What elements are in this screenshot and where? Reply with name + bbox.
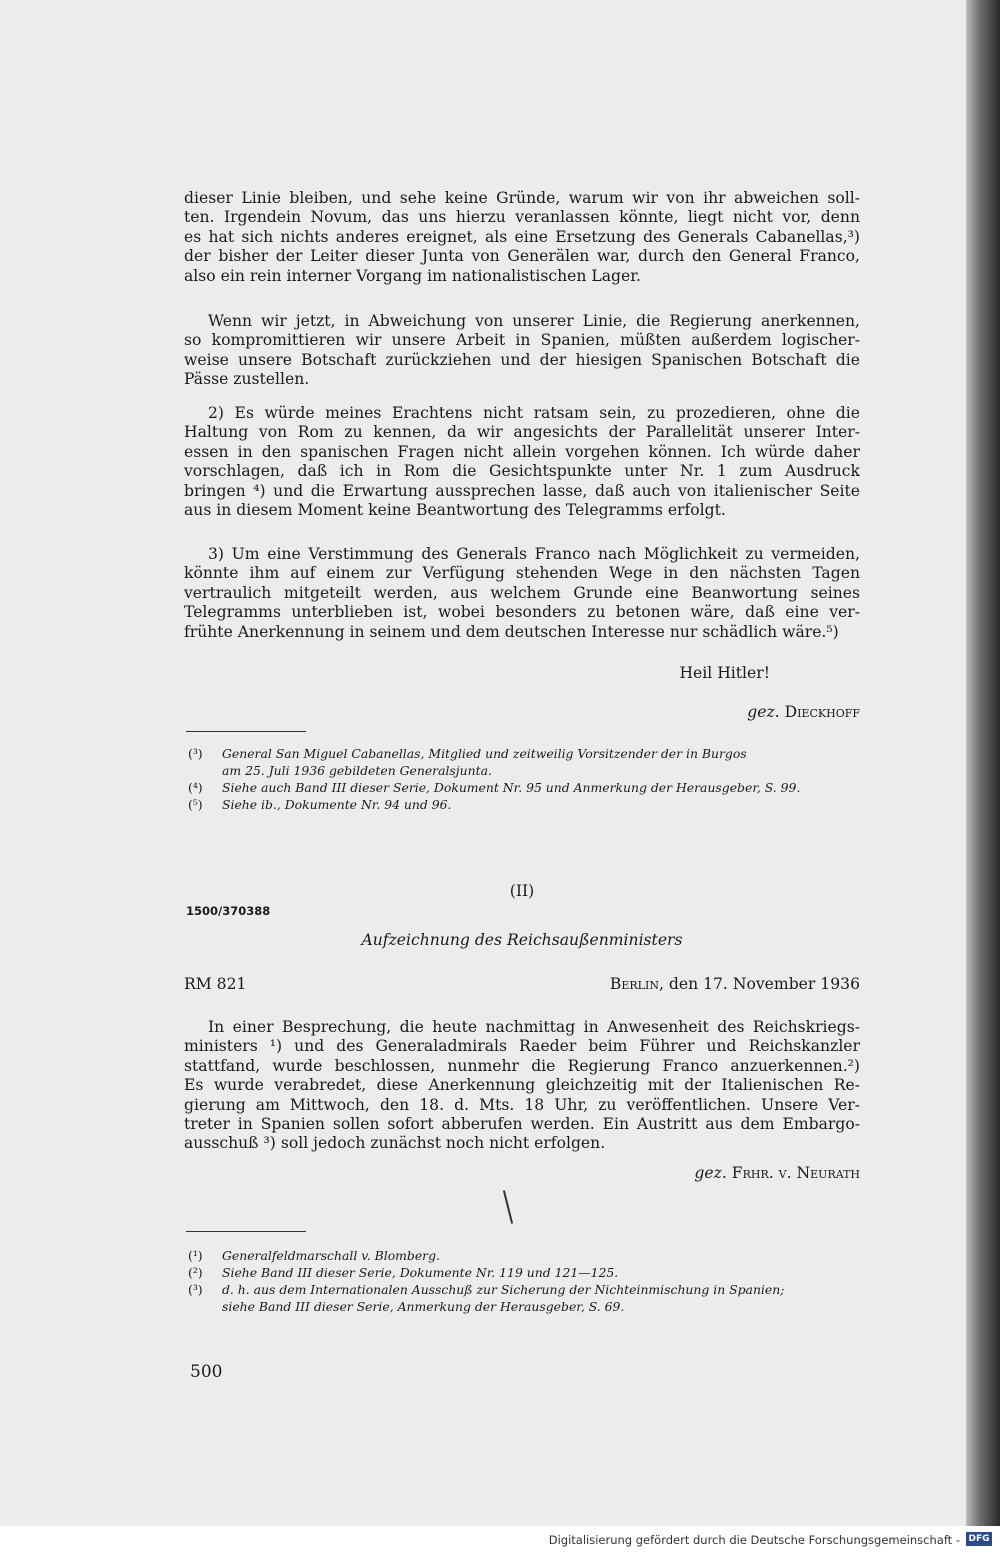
pen-mark [503, 1190, 513, 1223]
paragraph-point-2 [184, 404, 860, 520]
reference-number: RM 821 [184, 975, 247, 993]
footnote-text: Siehe Band III dieser Serie, Dokumente Nr. 119 und 121—125. [222, 1265, 619, 1280]
text-line: Wenn wir jetzt, in Abweichung von unserer Linie, die Regierung anerkennen, [208, 312, 860, 330]
footnote-5 [188, 796, 868, 813]
text-line: Telegramms unterblieben ist, wobei besonders zu betonen wäre, daß eine ver- [184, 603, 860, 622]
closing-block [184, 664, 860, 683]
paragraph-point-3 [184, 545, 860, 642]
text-line: essen in den spanischen Fragen nicht allein vorgehen können. Ich würde daher [184, 442, 860, 461]
text-line: 2) Es würde meines Erachtens nicht ratsam sein, zu prozedieren, ohne die [208, 404, 860, 422]
text-line: aus in diesem Moment keine Beantwortung des Telegramms erfolgt. [184, 501, 726, 520]
text-line: dieser Linie bleiben, und sehe keine Gründe, warum wir von ihr abweichen soll- [184, 189, 860, 207]
text-line: vorschlagen, daß ich in Rom die Gesichtspunkte unter Nr. 1 zum Ausdruck [184, 462, 860, 481]
paragraph-memo [184, 1018, 860, 1154]
footnote-3b [188, 1281, 868, 1298]
text-line: weise unsere Botschaft zurückziehen und der hiesigen Spanischen Botschaft die [184, 350, 860, 369]
footnote-number: (⁵) [188, 797, 203, 812]
text-line: stattfand, wurde beschlossen, nunmehr die Regierung Franco anzuerkennen.²) [184, 1056, 860, 1075]
text-line: In einer Besprechung, die heute nachmittag in Anwesenheit des Reichskriegs- [208, 1018, 860, 1036]
paragraph-recognition [184, 312, 860, 390]
footnote-number: (³) [188, 746, 203, 761]
text-line: könnte ihm auf einem zur Verfügung stehenden Wege in den nächsten Tagen [184, 564, 860, 583]
footnote-text-continued: am 25. Juli 1936 gebildeten Generalsjunta. [222, 763, 492, 778]
text-line: also ein rein interner Vorgang im nationalistischen Lager. [184, 266, 641, 285]
footnotes-section-2 [188, 1247, 868, 1315]
footnote-text-continued: siehe Band III dieser Serie, Anmerkung der Herausgeber, S. 69. [222, 1299, 625, 1314]
footnote-text: Siehe ib., Dokumente Nr. 94 und 96. [222, 797, 452, 812]
footnote-1 [188, 1247, 868, 1264]
text-line: vertraulich mitgeteilt werden, aus welchem Grunde eine Beanwortung seines [184, 583, 860, 602]
text-line: ausschuß ³) soll jedoch zunächst noch nicht erfolgen. [184, 1134, 606, 1153]
text-line: frühte Anerkennung in seinem und dem deutschen Interesse nur schädlich wäre.⁵) [184, 622, 839, 641]
reference-line [184, 975, 860, 994]
closing-salutation: Heil Hitler! [679, 664, 770, 682]
place-date: Berlin, den 17. November 1936 [609, 975, 860, 993]
footnote-text: d. h. aus dem Internationalen Ausschuß zur Sicherung der Nichteinmischung in Spanien; [222, 1282, 785, 1297]
footer-credit-bar [0, 1526, 1000, 1554]
text-line: gierung am Mittwoch, den 18. d. Mts. 18 Uhr, zu veröffentlichen. Unsere Ver- [184, 1095, 860, 1114]
footnote-3 [188, 745, 868, 762]
footnote-text: Siehe auch Band III dieser Serie, Dokument Nr. 95 und Anmerkung der Herausgeber, S. 99. [222, 780, 801, 795]
page-edge-shadow [966, 0, 1000, 1526]
text-line: Haltung von Rom zu kennen, da wir angesichts der Parallelität unserer Inter- [184, 423, 860, 442]
page-number: 500 [190, 1362, 223, 1382]
footnote-number: (⁴) [188, 780, 203, 795]
signature-dieckhoff: gez. Dieckhoff [747, 703, 860, 721]
text-line: Pässe zustellen. [184, 370, 310, 389]
signature-block-2 [184, 1164, 860, 1183]
text-line: ministers ¹) und des Generaladmirals Raeder beim Führer und Reichskanzler [184, 1037, 860, 1056]
footnotes-section-1 [188, 745, 868, 813]
footnote-2 [188, 1264, 868, 1281]
footnote-number: (²) [188, 1265, 203, 1280]
document-title: Aufzeichnung des Reichsaußenministers [361, 931, 683, 949]
footnote-rule [186, 731, 306, 732]
text-line: es hat sich nichts anderes ereignet, als eine Ersetzung des Generals Cabanellas,³) [184, 227, 860, 246]
text-line: so kompromittieren wir unsere Arbeit in Spanien, müßten außerdem logischer- [184, 331, 860, 350]
dfg-logo-icon: DFG [966, 1532, 992, 1546]
file-number: 1500/370388 [186, 904, 271, 918]
text-line: der bisher der Leiter dieser Junta von Generälen war, durch den General Franco, [184, 247, 860, 266]
credit-text: Digitalisierung gefördert durch die Deutsche Forschungsgemeinschaft - [548, 1533, 960, 1547]
footnote-rule [186, 1231, 306, 1232]
text-line: 3) Um eine Verstimmung des Generals Franco nach Möglichkeit zu vermeiden, [208, 545, 860, 563]
paragraph-continuation [184, 189, 860, 286]
footnote-number: (³) [188, 1282, 203, 1297]
text-line: bringen ⁴) und die Erwartung aussprechen lasse, daß auch von italienischer Seite [184, 481, 860, 500]
signature-block [184, 703, 860, 722]
text-line: Es wurde verabredet, diese Anerkennung gleichzeitig mit der Italienischen Re- [184, 1076, 860, 1095]
footnote-text: Generalfeldmarschall v. Blomberg. [222, 1248, 440, 1263]
footnote-number: (¹) [188, 1248, 203, 1263]
text-line: ten. Irgendein Novum, das uns hierzu veranlassen könnte, liegt nicht vor, denn [184, 208, 860, 227]
signature-neurath: gez. Frhr. v. Neurath [694, 1164, 860, 1182]
footnote-text: General San Miguel Cabanellas, Mitglied und zeitweilig Vorsitzender der in Burgos [222, 746, 747, 761]
footnote-4 [188, 779, 868, 796]
text-line: treter in Spanien sollen sofort abberufen werden. Ein Austritt aus dem Embargo- [184, 1115, 860, 1134]
document-number: (II) [509, 882, 535, 900]
